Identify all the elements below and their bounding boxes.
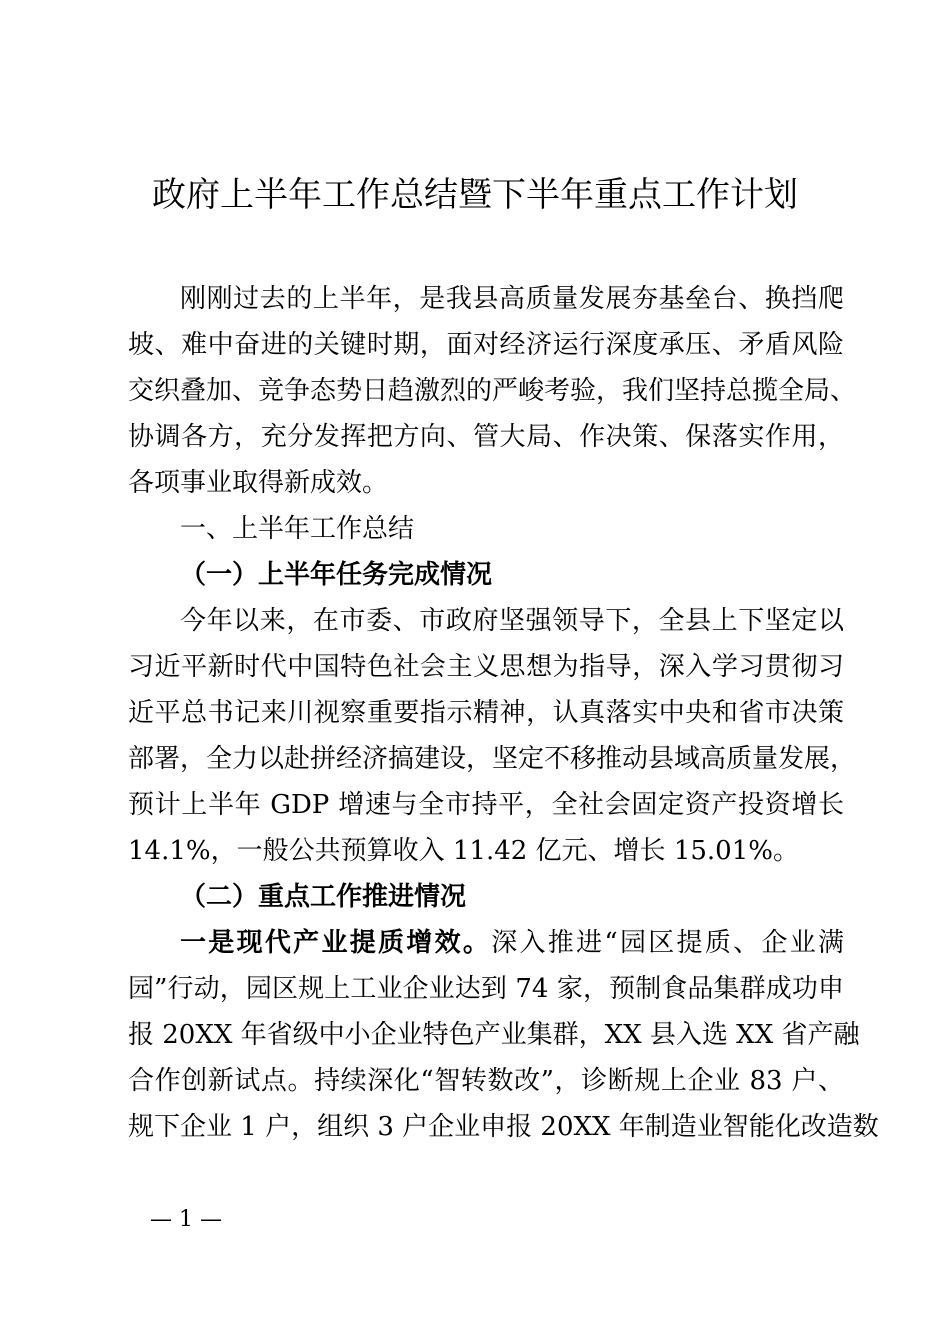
paragraph-line: 近平总书记来川视察重要指示精神，认真落实中央和省市决策: [128, 698, 844, 728]
paragraph-line: 报 20XX 年省级中小企业特色产业集群，XX 县入选 XX 省产融: [128, 1020, 860, 1050]
point-text: 深入推进“园区提质、企业满: [491, 928, 844, 958]
paragraph-line: 各项事业取得新成效。: [128, 468, 389, 498]
page-number: — 1 —: [150, 1207, 222, 1232]
paragraph-line: 园”行动，园区规上工业企业达到 74 家，预制食品集群成功申: [128, 974, 844, 1004]
point-lead: 一是现代产业提质增效。: [180, 928, 492, 958]
paragraph-line: 刚刚过去的上半年，是我县高质量发展夯基垒台、换挡爬: [180, 284, 844, 314]
subsection-heading: （二）重点工作推进情况: [180, 882, 467, 912]
paragraph-line: 协调各方，充分发挥把方向、管大局、作决策、保落实作用，: [128, 422, 844, 452]
paragraph-line: 部署，全力以赴拼经济搞建设，坚定不移推动县域高质量发展，: [128, 744, 857, 774]
paragraph-line: 14.1%，一般公共预算收入 11.42 亿元、增长 15.01%。: [128, 836, 799, 866]
paragraph-line: 规下企业 1 户，组织 3 户企业申报 20XX 年制造业智能化改造数: [128, 1112, 879, 1142]
document-body: [128, 276, 879, 1150]
paragraph-line: 习近平新时代中国特色社会主义思想为指导，深入学习贯彻习: [128, 652, 844, 682]
paragraph-line: 交织叠加、竞争态势日趋激烈的严峻考验，我们坚持总揽全局、: [128, 376, 857, 406]
paragraph-line: 坡、难中奋进的关键时期，面对经济运行深度承压、矛盾风险: [128, 330, 844, 360]
document-title: 政府上半年工作总结暨下半年重点工作计划: [152, 175, 798, 215]
section-heading: 一、上半年工作总结: [180, 514, 415, 544]
subsection-heading: （一）上半年任务完成情况: [180, 560, 493, 590]
paragraph-line: 预计上半年 GDP 增速与全市持平，全社会固定资产投资增长: [128, 790, 844, 820]
paragraph-line: 今年以来，在市委、市政府坚强领导下，全县上下坚定以: [180, 606, 844, 636]
paragraph-line: [128, 920, 844, 966]
paragraph-line: 合作创新试点。持续深化“智转数改”，诊断规上企业 83 户、: [128, 1066, 844, 1096]
